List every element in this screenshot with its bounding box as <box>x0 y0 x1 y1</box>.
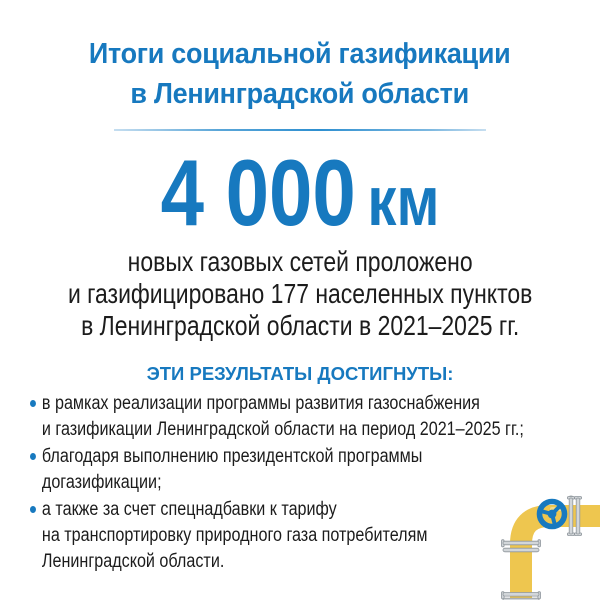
bullet-2-line-2: догазификации; <box>41 472 162 493</box>
list-item <box>30 444 506 496</box>
title-line-1: Итоги социальной газификации <box>89 38 511 70</box>
results-bullet-list <box>30 391 524 576</box>
key-stat <box>0 141 600 244</box>
page-title-text <box>89 34 511 114</box>
gas-pipe <box>521 516 600 600</box>
bullet-dot-icon <box>30 400 36 407</box>
divider-line <box>114 129 486 131</box>
page-title <box>0 34 600 114</box>
bullet-1-line-1: в рамках реализации программы развития газоснабжения <box>41 393 480 414</box>
bullet-dot-icon <box>30 453 36 460</box>
summary-line-1: новых газовых сетей проложено <box>127 246 473 277</box>
bullet-3-line-2: на транспортировку природного газа потребителям <box>41 525 428 546</box>
key-stat-text <box>161 141 440 244</box>
title-line-2: в Ленинградской области <box>130 78 470 110</box>
bullet-3-line-1: а также за счет спецнадбавки к тарифу <box>41 499 337 520</box>
bullet-1-line-2: и газификации Ленинградской области на период 2021–2025 гг.; <box>41 419 524 440</box>
summary-text <box>68 246 532 342</box>
summary-line-3: в Ленинградской области в 2021–2025 гг. <box>80 310 520 341</box>
summary-line-2: и газифицировано 177 населенных пунктов <box>67 278 533 309</box>
list-item <box>30 391 524 443</box>
flange-icon <box>502 592 541 600</box>
results-heading: ЭТИ РЕЗУЛЬТАТЫ ДОСТИГНУТЫ: <box>146 363 454 384</box>
bullet-3-line-3: Ленинградской области. <box>41 551 225 572</box>
list-item <box>30 497 506 575</box>
stat-value: 4 000 <box>160 140 356 245</box>
stat-unit: км <box>367 162 440 240</box>
bullet-dot-icon <box>30 506 36 513</box>
summary-paragraph <box>0 246 600 342</box>
gas-pipeline-illustration <box>490 480 600 600</box>
bullet-2-line-1: благодаря выполнению президентской программы <box>41 446 423 467</box>
